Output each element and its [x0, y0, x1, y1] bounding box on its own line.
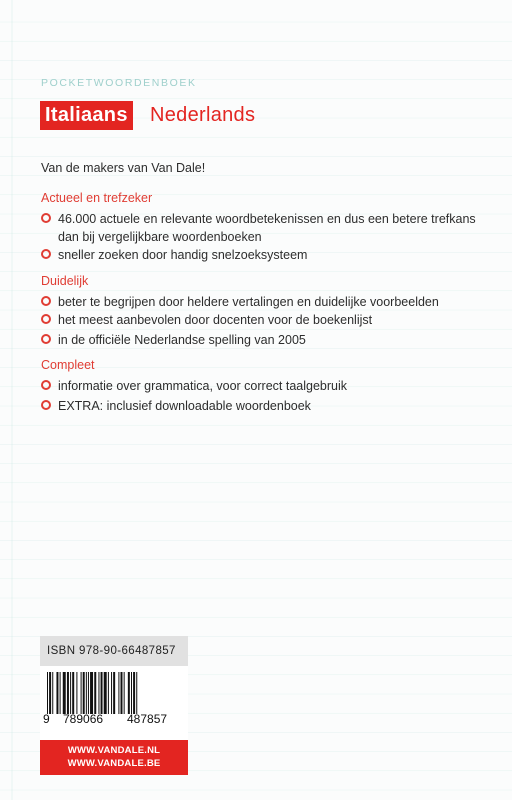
barcode-bar [56, 672, 58, 714]
barcode-bar [86, 672, 87, 714]
bullet-text: EXTRA: inclusief downloadable woordenboek [58, 399, 311, 413]
barcode-bar [98, 672, 99, 714]
barcode-bar [124, 672, 125, 714]
barcode-bar [72, 672, 74, 714]
barcode-bar [83, 672, 85, 714]
feature-bullet [41, 246, 481, 264]
isbn-number: ISBN 978-90-66487857 [47, 645, 176, 657]
barcode-bar [113, 672, 115, 714]
barcode-bar [88, 672, 89, 714]
section-heading-duidelijk: Duidelijk [41, 274, 89, 288]
barcode-digits-left: 789066 [63, 712, 104, 726]
bullet-text: informatie over grammatica, voor correct taalgebruik [58, 379, 348, 393]
website-banner [40, 740, 188, 775]
bullet-ring-icon [41, 249, 51, 259]
section-heading-actueel: Actueel en trefzeker [41, 191, 153, 205]
barcode-bar [108, 672, 109, 714]
barcode-bar [118, 672, 119, 714]
website-nl: WWW.VANDALE.NL [67, 745, 161, 756]
bullet-text: sneller zoeken door handig snelzoeksysteem [58, 248, 308, 262]
barcode-bar [63, 672, 66, 714]
bullet-text: beter te begrijpen door heldere vertalingen en duidelijke voorbeelden [58, 295, 439, 309]
barcode-bar [104, 672, 107, 714]
bullet-ring-icon [41, 213, 51, 223]
bullet-ring-icon [41, 380, 51, 390]
barcode-icon [47, 672, 181, 714]
barcode-bar [60, 672, 61, 714]
barcode-bar [111, 672, 112, 714]
barcode-digit-prefix: 9 [43, 712, 50, 726]
title-target-language: Nederlands [150, 104, 256, 126]
barcode-bar [49, 672, 51, 714]
bullet-text: 46.000 actuele en relevante woordbetekenissen en dus een betere trefkans dan bij vergelijkbare woordenboeken [58, 212, 476, 244]
isbn-header [40, 636, 188, 666]
barcode-bar [67, 672, 69, 714]
bullet-ring-icon [41, 400, 51, 410]
barcode-bar [121, 672, 123, 714]
feature-bullet [41, 293, 481, 311]
bullet-ring-icon [41, 314, 51, 324]
website-be: WWW.VANDALE.BE [67, 758, 161, 769]
barcode-bar [81, 672, 82, 714]
feature-bullet [41, 397, 481, 415]
intro-line: Van de makers van Van Dale! [41, 161, 206, 175]
feature-bullet [41, 210, 481, 246]
series-label: POCKETWOORDENBOEK [41, 77, 197, 89]
barcode-bar [131, 672, 132, 714]
barcode-bar [128, 672, 130, 714]
bullet-text: in de officiële Nederlandse spelling van 2005 [58, 333, 306, 347]
feature-bullet [41, 377, 481, 395]
barcode-bar [47, 672, 48, 714]
barcode-bar [90, 672, 93, 714]
bullet-ring-icon [41, 296, 51, 306]
bullet-text: het meest aanbevolen door docenten voor de boekenlijst [58, 313, 373, 327]
barcode-digits-right: 487857 [127, 712, 168, 726]
isbn-barcode-block [40, 636, 188, 775]
barcode-bar [70, 672, 71, 714]
barcode-bar [94, 672, 96, 714]
barcode-bar [76, 672, 77, 714]
barcode-bar [136, 672, 137, 714]
section-heading-compleet: Compleet [41, 358, 95, 372]
feature-bullet [41, 311, 481, 329]
feature-bullet [41, 331, 481, 349]
title-source-language: Italiaans [40, 101, 133, 130]
bullet-ring-icon [41, 334, 51, 344]
barcode-bar [133, 672, 135, 714]
barcode-bar [101, 672, 103, 714]
barcode-bar [52, 672, 53, 714]
